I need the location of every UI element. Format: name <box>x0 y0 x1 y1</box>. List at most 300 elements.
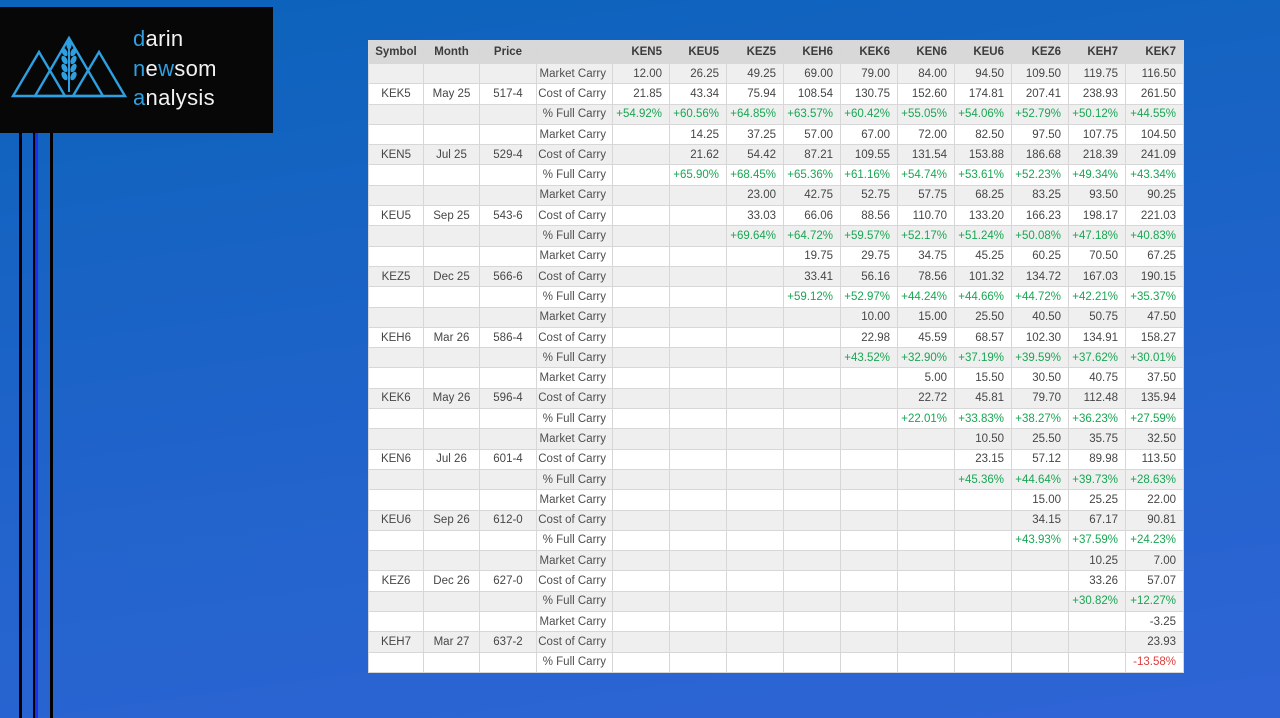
table-row-kez5-market <box>369 246 1184 266</box>
month-cell <box>424 124 480 144</box>
column-header-month: Month <box>424 41 480 64</box>
row-label: Cost of Carry <box>537 327 613 347</box>
table-row-kez6-cost <box>369 571 1184 591</box>
value-cell: 35.75 <box>1069 429 1126 449</box>
value-cell: +52.23% <box>1012 165 1069 185</box>
row-label: Cost of Carry <box>537 84 613 104</box>
row-label: Cost of Carry <box>537 449 613 469</box>
value-cell: 26.25 <box>670 64 727 84</box>
column-header-ken6: KEN6 <box>898 41 955 64</box>
table-row-kez5-pct <box>369 287 1184 307</box>
value-cell: 40.50 <box>1012 307 1069 327</box>
logo-text-line-2 <box>133 54 217 84</box>
symbol-cell <box>369 409 424 429</box>
month-cell <box>424 429 480 449</box>
symbol-cell <box>369 612 424 632</box>
table-row-ken6-cost <box>369 449 1184 469</box>
month-cell <box>424 64 480 84</box>
value-cell <box>841 429 898 449</box>
row-label: Market Carry <box>537 307 613 327</box>
value-cell <box>955 612 1012 632</box>
value-cell: +49.34% <box>1069 165 1126 185</box>
value-cell <box>670 368 727 388</box>
value-cell: 135.94 <box>1126 388 1184 408</box>
value-cell <box>613 510 670 530</box>
value-cell <box>784 530 841 550</box>
value-cell: 134.91 <box>1069 327 1126 347</box>
value-cell: 54.42 <box>727 145 784 165</box>
table-row-keh6-pct <box>369 348 1184 368</box>
value-cell <box>955 490 1012 510</box>
month-cell <box>424 185 480 205</box>
value-cell: 101.32 <box>955 266 1012 286</box>
value-cell <box>613 612 670 632</box>
price-cell <box>480 307 537 327</box>
value-cell <box>1069 652 1126 672</box>
value-cell <box>670 348 727 368</box>
row-label: % Full Carry <box>537 104 613 124</box>
value-cell: 47.50 <box>1126 307 1184 327</box>
row-label: Cost of Carry <box>537 206 613 226</box>
value-cell: +50.08% <box>1012 226 1069 246</box>
value-cell <box>955 510 1012 530</box>
value-cell <box>670 206 727 226</box>
logo-letter: e <box>145 55 159 81</box>
table-row-ken5-cost <box>369 145 1184 165</box>
value-cell <box>613 632 670 652</box>
value-cell: +68.45% <box>727 165 784 185</box>
value-cell: +44.72% <box>1012 287 1069 307</box>
value-cell <box>955 591 1012 611</box>
background-stripe-accent <box>35 133 38 718</box>
symbol-cell: KEK5 <box>369 84 424 104</box>
value-cell <box>727 266 784 286</box>
value-cell: -13.58% <box>1126 652 1184 672</box>
value-cell <box>670 612 727 632</box>
value-cell: 29.75 <box>841 246 898 266</box>
value-cell: 57.75 <box>898 185 955 205</box>
value-cell <box>727 388 784 408</box>
value-cell: 67.17 <box>1069 510 1126 530</box>
value-cell: 72.00 <box>898 124 955 144</box>
logo <box>0 7 273 133</box>
row-label: Market Carry <box>537 124 613 144</box>
value-cell: 23.15 <box>955 449 1012 469</box>
value-cell: 45.25 <box>955 246 1012 266</box>
value-cell: +27.59% <box>1126 409 1184 429</box>
value-cell <box>784 449 841 469</box>
value-cell: 130.75 <box>841 84 898 104</box>
value-cell: +63.57% <box>784 104 841 124</box>
value-cell: 113.50 <box>1126 449 1184 469</box>
table-row-keu6-cost <box>369 510 1184 530</box>
value-cell <box>727 287 784 307</box>
column-header-keh6: KEH6 <box>784 41 841 64</box>
value-cell: 261.50 <box>1126 84 1184 104</box>
symbol-cell <box>369 530 424 550</box>
row-label: % Full Carry <box>537 591 613 611</box>
row-label: Cost of Carry <box>537 632 613 652</box>
value-cell: 89.98 <box>1069 449 1126 469</box>
symbol-cell <box>369 490 424 510</box>
value-cell <box>670 591 727 611</box>
value-cell: 69.00 <box>784 64 841 84</box>
value-cell <box>670 469 727 489</box>
value-cell: 57.00 <box>784 124 841 144</box>
value-cell <box>613 287 670 307</box>
value-cell <box>727 246 784 266</box>
value-cell <box>955 571 1012 591</box>
value-cell: 93.50 <box>1069 185 1126 205</box>
value-cell <box>898 510 955 530</box>
value-cell: 42.75 <box>784 185 841 205</box>
value-cell <box>727 652 784 672</box>
value-cell: 34.15 <box>1012 510 1069 530</box>
month-cell <box>424 612 480 632</box>
value-cell: 167.03 <box>1069 266 1126 286</box>
value-cell: 68.57 <box>955 327 1012 347</box>
value-cell: 158.27 <box>1126 327 1184 347</box>
value-cell: 166.23 <box>1012 206 1069 226</box>
value-cell <box>898 469 955 489</box>
row-label: % Full Carry <box>537 469 613 489</box>
value-cell <box>670 226 727 246</box>
value-cell: 23.93 <box>1126 632 1184 652</box>
value-cell: +59.12% <box>784 287 841 307</box>
month-cell <box>424 591 480 611</box>
value-cell: 10.50 <box>955 429 1012 449</box>
value-cell <box>670 266 727 286</box>
value-cell: 10.00 <box>841 307 898 327</box>
value-cell <box>670 409 727 429</box>
value-cell: 52.75 <box>841 185 898 205</box>
price-cell <box>480 64 537 84</box>
value-cell <box>898 632 955 652</box>
value-cell <box>841 652 898 672</box>
value-cell: +37.62% <box>1069 348 1126 368</box>
table-row-keu5-pct <box>369 226 1184 246</box>
logo-accent-letter: n <box>133 55 146 81</box>
value-cell: +47.18% <box>1069 226 1126 246</box>
value-cell <box>613 165 670 185</box>
value-cell <box>841 510 898 530</box>
price-cell <box>480 591 537 611</box>
value-cell <box>670 287 727 307</box>
month-cell: Dec 26 <box>424 571 480 591</box>
column-header-price: Price <box>480 41 537 64</box>
symbol-cell <box>369 469 424 489</box>
value-cell: +52.79% <box>1012 104 1069 124</box>
value-cell: 70.50 <box>1069 246 1126 266</box>
month-cell: Jul 26 <box>424 449 480 469</box>
month-cell: Dec 25 <box>424 266 480 286</box>
value-cell <box>613 449 670 469</box>
value-cell: 30.50 <box>1012 368 1069 388</box>
value-cell: +22.01% <box>898 409 955 429</box>
table-row-kek5-market <box>369 64 1184 84</box>
month-cell: Mar 26 <box>424 327 480 347</box>
value-cell: 109.50 <box>1012 64 1069 84</box>
table-row-keu5-market <box>369 185 1184 205</box>
value-cell <box>1012 652 1069 672</box>
month-cell <box>424 287 480 307</box>
month-cell <box>424 469 480 489</box>
value-cell: 19.75 <box>784 246 841 266</box>
value-cell: +60.42% <box>841 104 898 124</box>
background-stripe-black-1 <box>19 133 22 718</box>
value-cell <box>841 632 898 652</box>
value-cell: +53.61% <box>955 165 1012 185</box>
column-header-symbol: Symbol <box>369 41 424 64</box>
value-cell: 218.39 <box>1069 145 1126 165</box>
price-cell <box>480 652 537 672</box>
value-cell <box>727 368 784 388</box>
value-cell <box>784 632 841 652</box>
value-cell <box>784 612 841 632</box>
price-cell: 566-6 <box>480 266 537 286</box>
value-cell: 23.00 <box>727 185 784 205</box>
value-cell: +54.06% <box>955 104 1012 124</box>
value-cell: 32.50 <box>1126 429 1184 449</box>
month-cell: Sep 25 <box>424 206 480 226</box>
value-cell: 60.25 <box>1012 246 1069 266</box>
value-cell: 186.68 <box>1012 145 1069 165</box>
value-cell: +24.23% <box>1126 530 1184 550</box>
month-cell <box>424 246 480 266</box>
month-cell <box>424 409 480 429</box>
value-cell <box>784 429 841 449</box>
row-label: % Full Carry <box>537 409 613 429</box>
value-cell: +42.21% <box>1069 287 1126 307</box>
symbol-cell <box>369 64 424 84</box>
month-cell <box>424 165 480 185</box>
value-cell <box>727 490 784 510</box>
value-cell: 33.26 <box>1069 571 1126 591</box>
value-cell: 79.00 <box>841 64 898 84</box>
value-cell <box>727 510 784 530</box>
value-cell: +52.17% <box>898 226 955 246</box>
value-cell: 7.00 <box>1126 551 1184 571</box>
value-cell: +35.37% <box>1126 287 1184 307</box>
row-label: Cost of Carry <box>537 266 613 286</box>
value-cell <box>670 490 727 510</box>
month-cell <box>424 226 480 246</box>
value-cell: 22.72 <box>898 388 955 408</box>
value-cell <box>1069 632 1126 652</box>
symbol-cell <box>369 348 424 368</box>
value-cell <box>613 266 670 286</box>
value-cell <box>955 632 1012 652</box>
value-cell: 94.50 <box>955 64 1012 84</box>
value-cell <box>784 551 841 571</box>
value-cell <box>670 388 727 408</box>
value-cell <box>670 185 727 205</box>
value-cell <box>898 612 955 632</box>
value-cell: 134.72 <box>1012 266 1069 286</box>
value-cell <box>841 368 898 388</box>
symbol-cell: KEH6 <box>369 327 424 347</box>
value-cell <box>670 551 727 571</box>
value-cell: 14.25 <box>670 124 727 144</box>
value-cell: +60.56% <box>670 104 727 124</box>
wheat-stalk <box>60 41 78 93</box>
month-cell <box>424 652 480 672</box>
value-cell <box>613 652 670 672</box>
value-cell: +65.90% <box>670 165 727 185</box>
value-cell <box>613 591 670 611</box>
value-cell <box>727 307 784 327</box>
price-cell <box>480 368 537 388</box>
value-cell: 57.07 <box>1126 571 1184 591</box>
price-cell: 601-4 <box>480 449 537 469</box>
value-cell: 131.54 <box>898 145 955 165</box>
value-cell: 37.50 <box>1126 368 1184 388</box>
column-header-keh7: KEH7 <box>1069 41 1126 64</box>
value-cell <box>841 409 898 429</box>
value-cell: 37.25 <box>727 124 784 144</box>
value-cell: 56.16 <box>841 266 898 286</box>
value-cell: 110.70 <box>898 206 955 226</box>
value-cell: +30.01% <box>1126 348 1184 368</box>
value-cell <box>727 591 784 611</box>
symbol-cell <box>369 246 424 266</box>
value-cell <box>613 246 670 266</box>
month-cell <box>424 307 480 327</box>
value-cell: 75.94 <box>727 84 784 104</box>
table-row-kez6-pct <box>369 591 1184 611</box>
month-cell: Jul 25 <box>424 145 480 165</box>
value-cell: +61.16% <box>841 165 898 185</box>
price-cell <box>480 124 537 144</box>
value-cell: 87.21 <box>784 145 841 165</box>
logo-accent-letter: a <box>133 85 146 110</box>
table-row-keh6-market <box>369 307 1184 327</box>
row-label: % Full Carry <box>537 348 613 368</box>
table-row-keh7-market <box>369 612 1184 632</box>
value-cell <box>841 388 898 408</box>
price-cell: 517-4 <box>480 84 537 104</box>
price-cell <box>480 409 537 429</box>
value-cell <box>727 449 784 469</box>
price-cell: 596-4 <box>480 388 537 408</box>
row-label: % Full Carry <box>537 165 613 185</box>
value-cell: +40.83% <box>1126 226 1184 246</box>
value-cell <box>613 327 670 347</box>
value-cell <box>613 206 670 226</box>
value-cell: 152.60 <box>898 84 955 104</box>
symbol-cell <box>369 185 424 205</box>
symbol-cell <box>369 124 424 144</box>
value-cell: +52.97% <box>841 287 898 307</box>
value-cell <box>784 652 841 672</box>
value-cell: -3.25 <box>1126 612 1184 632</box>
row-label: % Full Carry <box>537 226 613 246</box>
value-cell <box>670 307 727 327</box>
month-cell: Sep 26 <box>424 510 480 530</box>
table-row-kez6-market <box>369 551 1184 571</box>
row-label: % Full Carry <box>537 530 613 550</box>
value-cell: 112.48 <box>1069 388 1126 408</box>
value-cell <box>727 571 784 591</box>
month-cell: May 25 <box>424 84 480 104</box>
row-label: Cost of Carry <box>537 510 613 530</box>
value-cell: 109.55 <box>841 145 898 165</box>
value-cell <box>841 571 898 591</box>
carry-table <box>368 40 1184 673</box>
value-cell: +39.73% <box>1069 469 1126 489</box>
value-cell <box>898 571 955 591</box>
table-row-keu5-cost <box>369 206 1184 226</box>
value-cell: 21.62 <box>670 145 727 165</box>
value-cell: 238.93 <box>1069 84 1126 104</box>
value-cell: +33.83% <box>955 409 1012 429</box>
symbol-cell: KEN5 <box>369 145 424 165</box>
value-cell: 68.25 <box>955 185 1012 205</box>
value-cell: 88.56 <box>841 206 898 226</box>
price-cell <box>480 530 537 550</box>
row-label: Market Carry <box>537 64 613 84</box>
price-cell <box>480 490 537 510</box>
value-cell <box>613 551 670 571</box>
price-cell: 529-4 <box>480 145 537 165</box>
price-cell <box>480 185 537 205</box>
table-row-keu6-pct <box>369 530 1184 550</box>
value-cell: 15.50 <box>955 368 1012 388</box>
value-cell: +37.59% <box>1069 530 1126 550</box>
value-cell <box>1012 591 1069 611</box>
table-row-kek5-pct <box>369 104 1184 124</box>
logo-accent-letter: w <box>158 55 175 81</box>
value-cell: 78.56 <box>898 266 955 286</box>
symbol-cell <box>369 429 424 449</box>
logo-letter: som <box>174 55 217 81</box>
value-cell <box>727 632 784 652</box>
row-label: Market Carry <box>537 368 613 388</box>
value-cell: 15.00 <box>898 307 955 327</box>
value-cell <box>670 571 727 591</box>
table-row-kek5-cost <box>369 84 1184 104</box>
column-header-rowlabel <box>537 41 613 64</box>
value-cell <box>613 124 670 144</box>
value-cell <box>727 429 784 449</box>
value-cell <box>670 327 727 347</box>
value-cell <box>727 612 784 632</box>
price-cell <box>480 165 537 185</box>
price-cell <box>480 246 537 266</box>
value-cell: 119.75 <box>1069 64 1126 84</box>
value-cell: 174.81 <box>955 84 1012 104</box>
price-cell <box>480 104 537 124</box>
value-cell <box>898 490 955 510</box>
table-row-kek6-market <box>369 368 1184 388</box>
price-cell <box>480 226 537 246</box>
value-cell: 12.00 <box>613 64 670 84</box>
value-cell <box>613 490 670 510</box>
row-label: Cost of Carry <box>537 145 613 165</box>
month-cell <box>424 348 480 368</box>
value-cell: +69.64% <box>727 226 784 246</box>
value-cell: +30.82% <box>1069 591 1126 611</box>
value-cell <box>727 327 784 347</box>
symbol-cell <box>369 591 424 611</box>
value-cell <box>670 632 727 652</box>
value-cell: +65.36% <box>784 165 841 185</box>
value-cell: 190.15 <box>1126 266 1184 286</box>
value-cell <box>613 429 670 449</box>
logo-wordmark <box>133 24 217 113</box>
value-cell <box>613 388 670 408</box>
logo-accent-letter: d <box>133 26 146 51</box>
